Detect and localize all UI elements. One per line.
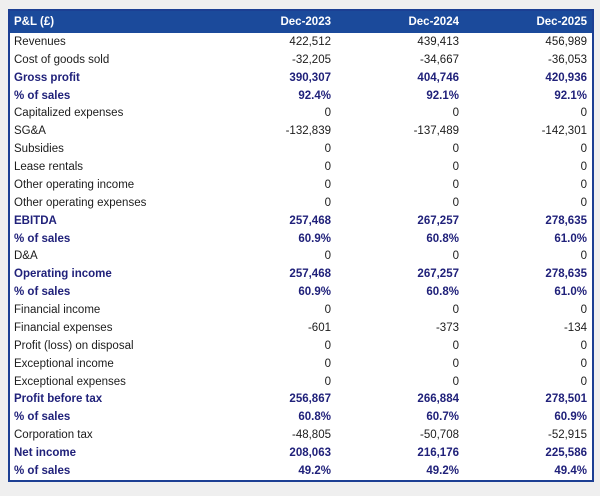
row-value: -134	[563, 321, 587, 334]
row-value: 278,635	[545, 214, 587, 227]
row-value: 0	[324, 339, 331, 352]
row-label: Exceptional income	[14, 357, 114, 370]
row-label: Capitalized expenses	[14, 107, 124, 120]
row-value: 60.9%	[298, 286, 331, 299]
row-value: 0	[324, 357, 331, 370]
row-value: 92.1%	[426, 89, 459, 102]
row-value: 0	[452, 161, 459, 174]
row-value: 0	[452, 196, 459, 209]
table-row	[10, 391, 592, 409]
row-value: 0	[452, 357, 459, 370]
table-row	[10, 122, 592, 140]
table-row	[10, 158, 592, 176]
row-label: Corporation tax	[14, 429, 93, 442]
row-label: EBITDA	[14, 214, 57, 227]
row-value: 0	[324, 375, 331, 388]
row-label: % of sales	[14, 286, 71, 299]
row-value: 60.8%	[426, 232, 459, 245]
table-row	[10, 373, 592, 391]
row-label: Net income	[14, 447, 76, 460]
row-value: 278,635	[545, 268, 587, 281]
row-value: 208,063	[289, 447, 331, 460]
row-value: -36,053	[547, 53, 587, 66]
table-row	[10, 105, 592, 123]
row-value: 257,468	[289, 268, 331, 281]
row-label: Operating income	[14, 268, 112, 281]
row-value: 60.8%	[298, 411, 331, 424]
row-value: 216,176	[417, 447, 459, 460]
table-row	[10, 337, 592, 355]
row-value: 0	[580, 304, 587, 317]
row-value: 49.2%	[298, 464, 331, 477]
row-value: 0	[452, 143, 459, 156]
row-value: 0	[580, 196, 587, 209]
table-row	[10, 176, 592, 194]
table-row	[10, 140, 592, 158]
row-label: Profit before tax	[14, 393, 103, 406]
row-label: Gross profit	[14, 71, 80, 84]
row-value: 390,307	[289, 71, 331, 84]
table-row	[10, 265, 592, 283]
row-value: -50,708	[419, 429, 459, 442]
table-title: P&L (£)	[14, 16, 55, 28]
row-label: Profit (loss) on disposal	[14, 339, 134, 352]
row-value: -601	[307, 321, 331, 334]
row-value: 0	[580, 357, 587, 370]
column-header-dec-2023: Dec-2023	[280, 16, 331, 28]
row-value: 60.9%	[298, 232, 331, 245]
table-row	[10, 87, 592, 105]
table-row	[10, 444, 592, 462]
row-label: Financial expenses	[14, 321, 113, 334]
row-label: Other operating income	[14, 178, 135, 191]
row-value: 257,468	[289, 214, 331, 227]
row-value: 404,746	[417, 71, 459, 84]
row-value: 60.7%	[426, 411, 459, 424]
row-value: 420,936	[545, 71, 587, 84]
table-row	[10, 69, 592, 87]
row-value: 0	[580, 375, 587, 388]
table-row	[10, 355, 592, 373]
row-value: 225,586	[545, 447, 587, 460]
row-value: 0	[324, 143, 331, 156]
row-value: 267,257	[417, 214, 459, 227]
row-label: Other operating expenses	[14, 196, 147, 209]
row-value: 439,413	[417, 35, 459, 48]
table-row	[10, 33, 592, 51]
column-header-dec-2024: Dec-2024	[408, 16, 459, 28]
row-value: 0	[324, 250, 331, 263]
row-value: 49.4%	[554, 464, 587, 477]
row-label: Lease rentals	[14, 161, 84, 174]
table-row	[10, 319, 592, 337]
row-value: -52,915	[547, 429, 587, 442]
column-header-dec-2025: Dec-2025	[536, 16, 587, 28]
row-value: -48,805	[291, 429, 331, 442]
row-value: -373	[435, 321, 459, 334]
row-value: 0	[324, 196, 331, 209]
row-label: SG&A	[14, 125, 46, 138]
row-label: % of sales	[14, 89, 71, 102]
row-label: % of sales	[14, 411, 71, 424]
row-label: Subsidies	[14, 143, 64, 156]
row-value: 0	[580, 250, 587, 263]
row-value: -137,489	[413, 125, 459, 138]
row-value: 0	[324, 107, 331, 120]
row-label: Exceptional expenses	[14, 375, 126, 388]
row-value: 60.9%	[554, 411, 587, 424]
row-value: 0	[452, 304, 459, 317]
row-value: 456,989	[545, 35, 587, 48]
row-value: 266,884	[417, 393, 459, 406]
row-value: 61.0%	[554, 232, 587, 245]
row-label: D&A	[14, 250, 38, 263]
table-row	[10, 212, 592, 230]
row-value: 92.1%	[554, 89, 587, 102]
row-label: Cost of goods sold	[14, 53, 110, 66]
row-value: -32,205	[291, 53, 331, 66]
table-row	[10, 283, 592, 301]
table-header-row	[10, 11, 592, 33]
table-row	[10, 301, 592, 319]
row-value: 0	[580, 143, 587, 156]
row-value: 278,501	[545, 393, 587, 406]
row-value: 0	[452, 375, 459, 388]
row-label: Financial income	[14, 304, 101, 317]
table-row	[10, 194, 592, 212]
row-value: 0	[452, 250, 459, 263]
row-value: -132,839	[285, 125, 331, 138]
row-value: 0	[324, 178, 331, 191]
table-row	[10, 426, 592, 444]
row-value: 0	[452, 107, 459, 120]
table-row	[10, 408, 592, 426]
table-row	[10, 248, 592, 266]
row-value: 0	[452, 178, 459, 191]
row-value: 0	[580, 339, 587, 352]
row-value: 0	[580, 161, 587, 174]
row-value: 267,257	[417, 268, 459, 281]
row-value: 60.8%	[426, 286, 459, 299]
row-value: -142,301	[541, 125, 587, 138]
row-value: 256,867	[289, 393, 331, 406]
row-value: 49.2%	[426, 464, 459, 477]
row-value: 0	[580, 107, 587, 120]
row-value: 92.4%	[298, 89, 331, 102]
row-value: 0	[324, 161, 331, 174]
row-value: 61.0%	[554, 286, 587, 299]
table-row	[10, 230, 592, 248]
row-value: -34,667	[419, 53, 459, 66]
table-row	[10, 462, 592, 480]
row-value: 0	[452, 339, 459, 352]
row-value: 0	[580, 178, 587, 191]
row-label: Revenues	[14, 35, 66, 48]
row-value: 0	[324, 304, 331, 317]
table-row	[10, 51, 592, 69]
row-value: 422,512	[289, 35, 331, 48]
pl-table	[8, 9, 594, 482]
row-label: % of sales	[14, 464, 71, 477]
row-label: % of sales	[14, 232, 71, 245]
